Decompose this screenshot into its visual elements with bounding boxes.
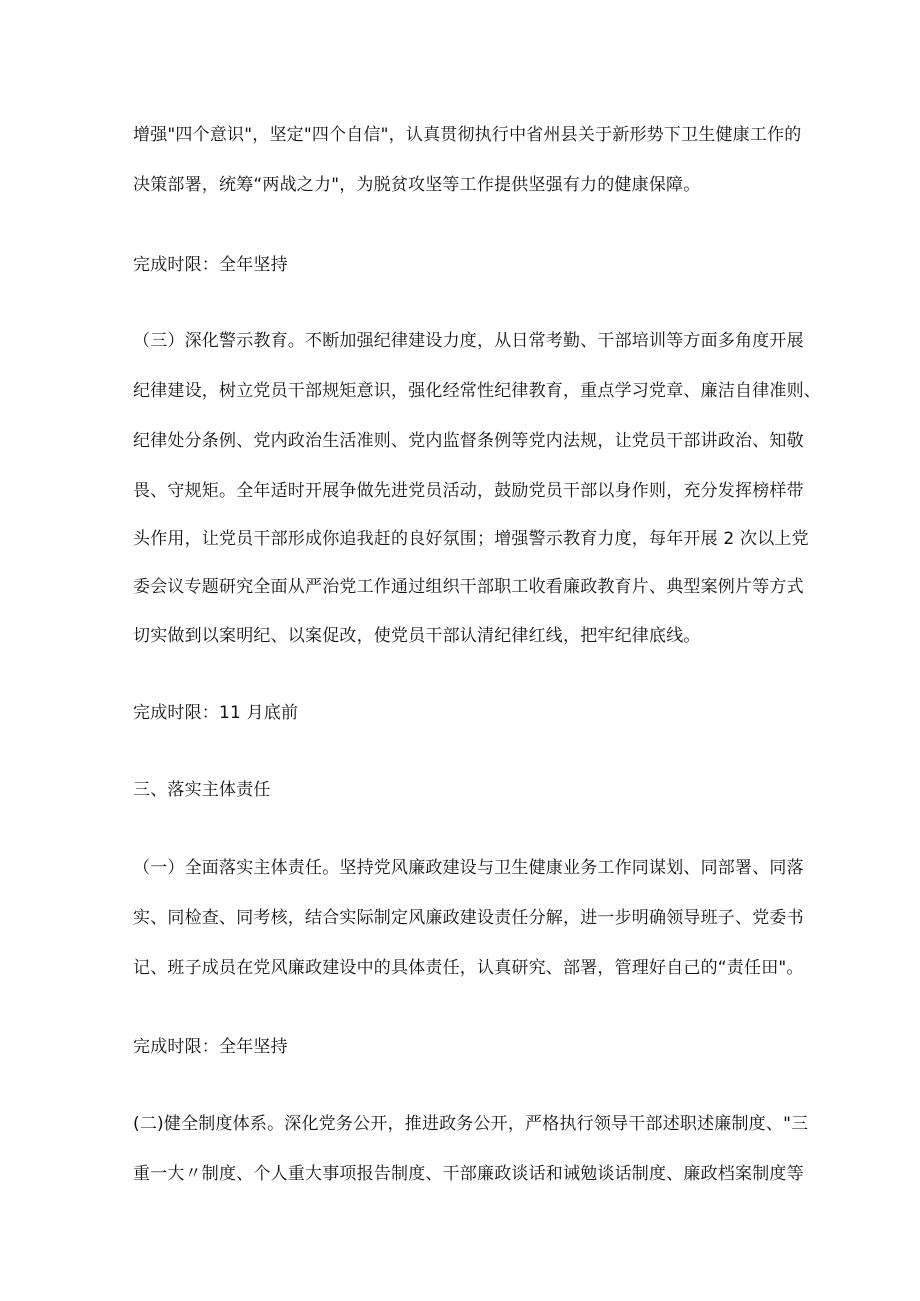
text-line: 委会议专题研究全面从严治党工作通过组织干部职工收看廉政教育片、典型案例片等方式: [133, 577, 804, 597]
text-line: 畏、守规矩。全年适时开展争做先进党员活动，鼓励党员干部以身作则，充分发挥榜样带: [133, 481, 804, 501]
text-line: 纪律建设，树立党员干部规矩意识，强化经常性纪律教育，重点学习党章、廉洁自律准则、: [133, 381, 821, 401]
deadline-text: 完成时限：11 月底前: [133, 703, 299, 723]
text-line: 重一大〃制度、个人重大事项报告制度、干部廉政谈话和诫勉谈话制度、廉政档案制度等: [133, 1164, 804, 1184]
text-line: 头作用，让党员干部形成你追我赶的良好氛围；增强警示教育力度，每年开展 2 次以上党: [133, 529, 809, 549]
text-line: 决策部署，统筹“两战之力"，为脱贫攻坚等工作提供坚强有力的健康保障。: [133, 175, 701, 195]
text-line: (二)健全制度体系。深化党务公开，推进政务公开，严格执行领导干部述职述廉制度、"三: [133, 1114, 809, 1134]
text-line: 实、同检查、同考核，结合实际制定风廉政建设责任分解，进一步明确领导班子、党委书: [133, 908, 804, 928]
text-line: 记、班子成员在党风廉政建设中的具体责任，认真研究、部署，管理好自己的“责任田"。: [133, 958, 804, 978]
text-line: 增强"四个意识"，坚定"四个自信"，认真贯彻执行中省州县关于新形势下卫生健康工作的: [133, 125, 802, 145]
text-line: （三）深化警示教育。不断加强纪律建设力度，从日常考勤、干部培训等方面多角度开展: [133, 331, 804, 351]
deadline-text: 完成时限：全年坚持: [133, 255, 288, 275]
text-line: 切实做到以案明纪、以案促改，使党员干部认清纪律红线，把牢纪律底线。: [133, 626, 701, 646]
section-heading: 三、落实主体责任: [133, 780, 271, 800]
deadline-text: 完成时限：全年坚持: [133, 1037, 288, 1057]
text-line: （一）全面落实主体责任。坚持党风廉政建设与卫生健康业务工作同谋划、同部署、同落: [133, 858, 804, 878]
text-line: 纪律处分条例、党内政治生活准则、党内监督条例等党内法规，让党员干部讲政治、知敬: [133, 431, 804, 451]
